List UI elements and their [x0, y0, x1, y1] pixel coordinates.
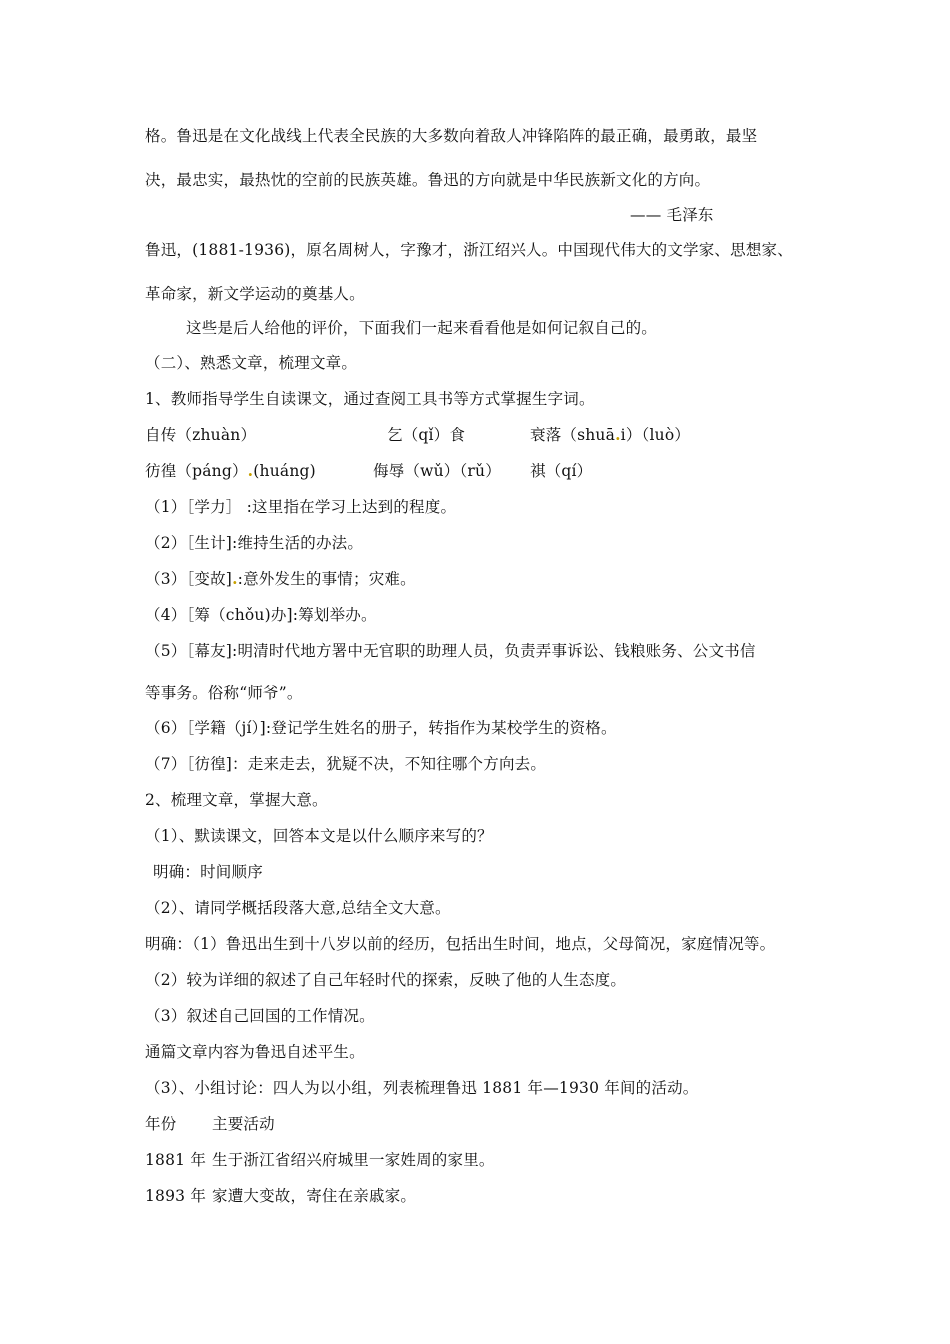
step-2-heading: 2、梳理文章，掌握大意。	[145, 791, 328, 809]
glossary-item-5: （5）［幕友]:明清时代地方署中无官职的助理人员，负责弄事诉讼、钱粮账务、公文书信	[145, 642, 756, 660]
timeline-header-year: 年份	[145, 1115, 177, 1133]
glossary-item-2: （2）［生计]:维持生活的办法。	[145, 534, 364, 552]
dot-mark: .	[232, 569, 238, 588]
pinyin-row-2	[145, 461, 316, 481]
pinyin-entry	[530, 425, 690, 445]
section-heading: （二）、熟悉文章，梳理文章。	[145, 354, 358, 372]
pinyin-text: (huáng)	[253, 462, 316, 480]
dot-mark: .	[247, 461, 254, 480]
answer-2-line-2: （2）较为详细的叙述了自己年轻时代的探索，反映了他的人生态度。	[145, 971, 627, 989]
glossary-item-4: （4）［筹（chǒu)办]:筹划举办。	[145, 606, 377, 624]
pinyin-text: i）（luò）	[620, 426, 691, 444]
glossary-item-5-continued: 等事务。俗称“师爷”。	[145, 684, 303, 702]
attribution: —— 毛泽东	[630, 206, 714, 224]
answer-2-line-3: （3）叙述自己回国的工作情况。	[145, 1007, 375, 1025]
timeline-row	[145, 1186, 416, 1206]
pinyin-row-1	[145, 425, 256, 445]
glossary-definition: :意外发生的事情；灾难。	[237, 570, 416, 588]
glossary-item-3	[145, 569, 416, 589]
pinyin-entry: 祺（qí）	[530, 462, 593, 480]
pinyin-entry: 自传（zhuàn）	[145, 426, 257, 444]
pinyin-entry: 乞（qǐ）食	[387, 426, 466, 444]
glossary-item-7: （7）［彷徨]：走来走去，犹疑不决，不知往哪个方向去。	[145, 755, 547, 773]
timeline-year: 1893 年	[145, 1187, 207, 1205]
glossary-item-1: （1）［学力］ :这里指在学习上达到的程度。	[145, 498, 457, 516]
transition-sentence: 这些是后人给他的评价，下面我们一起来看看他是如何记叙自己的。	[186, 319, 658, 337]
timeline-row	[145, 1150, 495, 1170]
question-3: （3）、小组讨论：四人为以小组，列表梳理鲁迅 1881 年—1930 年间的活动。	[145, 1079, 699, 1097]
timeline-header	[145, 1114, 275, 1134]
answer-2-summary: 通篇文章内容为鲁迅自述平生。	[145, 1043, 365, 1061]
pinyin-text: 彷徨（páng）	[145, 462, 248, 480]
timeline-header-activity: 主要活动	[212, 1115, 275, 1133]
timeline-activity: 生于浙江省绍兴府城里一家姓周的家里。	[212, 1151, 495, 1169]
step-1-heading: 1、教师指导学生自读课文，通过查阅工具书等方式掌握生字词。	[145, 390, 595, 408]
dot-mark: .	[615, 425, 621, 444]
evaluation-line-2: 决，最忠实，最热忱的空前的民族英雄。鲁迅的方向就是中华民族新文化的方向。	[145, 171, 711, 189]
timeline-activity: 家遭大变故，寄住在亲戚家。	[212, 1187, 417, 1205]
question-1: （1）、默读课文，回答本文是以什么顺序来写的？	[145, 827, 493, 845]
biography-line-1: 鲁迅，(1881-1936)，原名周树人，字豫才，浙江绍兴人。中国现代伟大的文学家、思想家、	[145, 241, 793, 259]
evaluation-line-1: 格。鲁迅是在文化战线上代表全民族的大多数向着敌人冲锋陷阵的最正确，最勇敢，最坚	[145, 127, 758, 145]
timeline-year: 1881 年	[145, 1151, 207, 1169]
answer-2-line-1: 明确：（1）鲁迅出生到十八岁以前的经历，包括出生时间，地点，父母简况，家庭情况等。	[145, 935, 776, 953]
pinyin-text: 衰落（shuā	[530, 426, 616, 444]
glossary-item-6: （6）［学籍（jí）]:登记学生姓名的册子，转指作为某校学生的资格。	[145, 719, 617, 737]
answer-1: 明确：时间顺序	[153, 863, 263, 881]
pinyin-entry: 侮辱（wǔ）（rǔ）	[373, 462, 501, 480]
biography-line-2: 革命家，新文学运动的奠基人。	[145, 285, 365, 303]
glossary-term: （3）［变故]	[145, 570, 233, 588]
question-2: （2）、请同学概括段落大意,总结全文大意。	[145, 899, 451, 917]
